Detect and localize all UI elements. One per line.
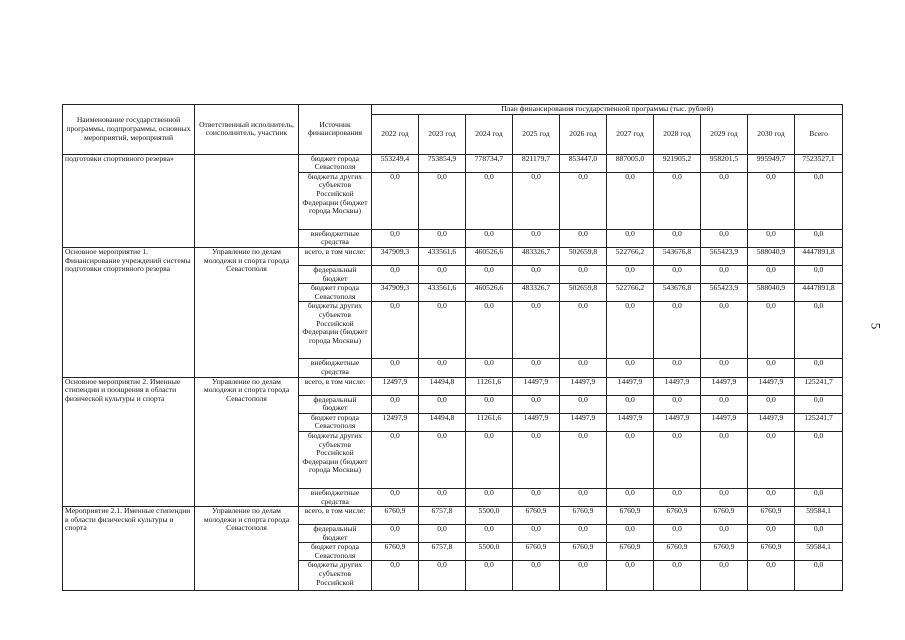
amount-cell: 5500,0: [466, 543, 513, 561]
amount-cell: 0,0: [654, 265, 701, 283]
amount-cell: 14497,9: [607, 413, 654, 431]
amount-cell: 0,0: [607, 172, 654, 229]
amount-cell: 0,0: [513, 561, 560, 591]
amount-cell: 0,0: [654, 359, 701, 377]
amount-cell: 0,0: [701, 359, 748, 377]
funding-source: бюджеты других субъектов Российской Федерации (бюджет города Москвы): [299, 431, 372, 488]
amount-cell: 0,0: [372, 525, 419, 543]
amount-cell: 460526,6: [466, 247, 513, 265]
amount-cell: 0,0: [560, 302, 607, 359]
amount-cell: 0,0: [466, 431, 513, 488]
amount-cell: 0,0: [419, 172, 466, 229]
amount-cell: 0,0: [466, 525, 513, 543]
amount-cell: 0,0: [748, 525, 795, 543]
amount-cell: 0,0: [466, 359, 513, 377]
amount-cell: 0,0: [748, 229, 795, 247]
funding-source: бюджеты других субъектов Российской Федерации (бюджет города Москвы): [299, 172, 372, 229]
amount-cell: 0,0: [607, 395, 654, 413]
program-name: подготовки спортивного резерва»: [63, 154, 195, 247]
header-year: 2029 год: [701, 114, 748, 154]
amount-cell: 0,0: [795, 265, 843, 283]
amount-cell: 0,0: [560, 229, 607, 247]
amount-cell: 0,0: [607, 488, 654, 506]
amount-cell: 0,0: [701, 172, 748, 229]
header-year: Всего: [795, 114, 843, 154]
amount-cell: 0,0: [372, 302, 419, 359]
amount-cell: 6760,9: [372, 507, 419, 525]
funding-source: бюджеты других субъектов Российской Федерации (бюджет города Москвы): [299, 302, 372, 359]
amount-cell: 502659,8: [560, 247, 607, 265]
table-row: [63, 377, 843, 395]
amount-cell: 0,0: [466, 229, 513, 247]
funding-source: всего, в том числе:: [299, 247, 372, 265]
amount-cell: 0,0: [748, 395, 795, 413]
amount-cell: 125241,7: [795, 413, 843, 431]
amount-cell: 502659,8: [560, 284, 607, 302]
amount-cell: 0,0: [419, 561, 466, 591]
header-responsible: Ответственный исполнитель, соисполнитель, участник: [195, 105, 299, 155]
amount-cell: 433561,6: [419, 284, 466, 302]
amount-cell: 0,0: [654, 395, 701, 413]
funding-source: федеральный бюджет: [299, 395, 372, 413]
amount-cell: 0,0: [560, 561, 607, 591]
amount-cell: 995949,7: [748, 154, 795, 172]
amount-cell: 6760,9: [607, 507, 654, 525]
funding-source: бюджет города Севастополя: [299, 284, 372, 302]
amount-cell: 6760,9: [513, 507, 560, 525]
amount-cell: 0,0: [701, 395, 748, 413]
program-name: Мероприятие 2.1. Именные стипендии в области физической культуры и спорта: [63, 507, 195, 591]
amount-cell: 0,0: [607, 229, 654, 247]
amount-cell: 6760,9: [701, 507, 748, 525]
amount-cell: 0,0: [795, 561, 843, 591]
amount-cell: 588040,9: [748, 284, 795, 302]
amount-cell: 0,0: [466, 488, 513, 506]
amount-cell: 14494,8: [419, 413, 466, 431]
header-year: 2026 год: [560, 114, 607, 154]
amount-cell: 522766,2: [607, 247, 654, 265]
amount-cell: 0,0: [513, 265, 560, 283]
amount-cell: 11261,6: [466, 377, 513, 395]
amount-cell: 5500,0: [466, 507, 513, 525]
amount-cell: 14494,8: [419, 377, 466, 395]
amount-cell: 0,0: [513, 302, 560, 359]
amount-cell: 0,0: [372, 265, 419, 283]
header-plan: План финансирования государственной программы (тыс. рублей): [372, 105, 843, 115]
amount-cell: 0,0: [795, 172, 843, 229]
amount-cell: 853447,0: [560, 154, 607, 172]
amount-cell: 0,0: [748, 488, 795, 506]
amount-cell: 0,0: [654, 488, 701, 506]
amount-cell: 6760,9: [560, 507, 607, 525]
amount-cell: 14497,9: [748, 413, 795, 431]
table-row: [63, 507, 843, 525]
finance-table: [62, 104, 843, 591]
amount-cell: 0,0: [513, 359, 560, 377]
amount-cell: 543676,8: [654, 284, 701, 302]
program-name: Основное мероприятие 2. Именные стипендии и поощрения в области физической культуры и спорта: [63, 377, 195, 507]
amount-cell: 543676,8: [654, 247, 701, 265]
funding-source: внебюджетные средства: [299, 229, 372, 247]
finance-table-container: [62, 104, 842, 591]
amount-cell: 0,0: [372, 395, 419, 413]
amount-cell: 0,0: [419, 431, 466, 488]
amount-cell: 6760,9: [748, 507, 795, 525]
amount-cell: 6760,9: [654, 543, 701, 561]
amount-cell: 0,0: [560, 488, 607, 506]
amount-cell: 12497,9: [372, 377, 419, 395]
amount-cell: 0,0: [701, 525, 748, 543]
amount-cell: 0,0: [466, 265, 513, 283]
amount-cell: 0,0: [701, 431, 748, 488]
amount-cell: 821179,7: [513, 154, 560, 172]
amount-cell: 0,0: [372, 561, 419, 591]
header-year: 2027 год: [607, 114, 654, 154]
amount-cell: 778734,7: [466, 154, 513, 172]
amount-cell: 0,0: [419, 525, 466, 543]
amount-cell: 4447891,8: [795, 284, 843, 302]
amount-cell: 0,0: [795, 229, 843, 247]
amount-cell: 6757,8: [419, 543, 466, 561]
amount-cell: 14497,9: [654, 413, 701, 431]
amount-cell: 565423,9: [701, 284, 748, 302]
funding-source: бюджеты других субъектов Российской: [299, 561, 372, 591]
amount-cell: 588040,9: [748, 247, 795, 265]
amount-cell: 0,0: [607, 302, 654, 359]
funding-source: всего, в том числе:: [299, 377, 372, 395]
amount-cell: 0,0: [654, 229, 701, 247]
amount-cell: 0,0: [795, 525, 843, 543]
header-name: Наименование государственной программы, подпрограммы, основных мероприятий, мероприятий: [63, 105, 195, 155]
amount-cell: 14497,9: [560, 377, 607, 395]
amount-cell: 347909,3: [372, 284, 419, 302]
amount-cell: 0,0: [748, 359, 795, 377]
responsible-executor: Управление по делам молодежи и спорта города Севастополя: [195, 377, 299, 507]
responsible-executor: [195, 154, 299, 247]
amount-cell: 0,0: [795, 302, 843, 359]
funding-source: федеральный бюджет: [299, 525, 372, 543]
amount-cell: 6757,8: [419, 507, 466, 525]
amount-cell: 0,0: [654, 561, 701, 591]
amount-cell: 14497,9: [748, 377, 795, 395]
header-year: 2024 год: [466, 114, 513, 154]
amount-cell: 14497,9: [654, 377, 701, 395]
header-year: 2028 год: [654, 114, 701, 154]
amount-cell: 553249,4: [372, 154, 419, 172]
amount-cell: 0,0: [419, 488, 466, 506]
amount-cell: 0,0: [654, 431, 701, 488]
amount-cell: 0,0: [607, 431, 654, 488]
amount-cell: 0,0: [654, 172, 701, 229]
amount-cell: 0,0: [372, 431, 419, 488]
amount-cell: 887005,0: [607, 154, 654, 172]
amount-cell: 14497,9: [513, 413, 560, 431]
amount-cell: 0,0: [419, 229, 466, 247]
amount-cell: 0,0: [701, 229, 748, 247]
amount-cell: 0,0: [560, 525, 607, 543]
amount-cell: 0,0: [513, 395, 560, 413]
amount-cell: 0,0: [560, 172, 607, 229]
amount-cell: 0,0: [372, 229, 419, 247]
amount-cell: 0,0: [795, 359, 843, 377]
amount-cell: 0,0: [466, 302, 513, 359]
amount-cell: 59584,1: [795, 507, 843, 525]
funding-source: всего, в том числе:: [299, 507, 372, 525]
amount-cell: 483326,7: [513, 284, 560, 302]
amount-cell: 0,0: [372, 172, 419, 229]
amount-cell: 0,0: [748, 172, 795, 229]
header-year: 2025 год: [513, 114, 560, 154]
amount-cell: 7523527,1: [795, 154, 843, 172]
amount-cell: 6760,9: [654, 507, 701, 525]
amount-cell: 4447891,8: [795, 247, 843, 265]
funding-source: бюджет города Севастополя: [299, 413, 372, 431]
amount-cell: 6760,9: [607, 543, 654, 561]
amount-cell: 0,0: [748, 302, 795, 359]
amount-cell: 0,0: [607, 561, 654, 591]
amount-cell: 0,0: [701, 302, 748, 359]
amount-cell: 0,0: [513, 488, 560, 506]
amount-cell: 0,0: [372, 488, 419, 506]
amount-cell: 347909,3: [372, 247, 419, 265]
amount-cell: 0,0: [513, 431, 560, 488]
amount-cell: 0,0: [466, 395, 513, 413]
amount-cell: 0,0: [513, 525, 560, 543]
amount-cell: 12497,9: [372, 413, 419, 431]
amount-cell: 0,0: [795, 395, 843, 413]
amount-cell: 14497,9: [701, 413, 748, 431]
amount-cell: 14497,9: [560, 413, 607, 431]
responsible-executor: Управление по делам молодежи и спорта города Севастополя: [195, 247, 299, 377]
amount-cell: 0,0: [419, 302, 466, 359]
amount-cell: 0,0: [466, 561, 513, 591]
header-year: 2030 год: [748, 114, 795, 154]
amount-cell: 0,0: [748, 561, 795, 591]
amount-cell: 433561,6: [419, 247, 466, 265]
amount-cell: 0,0: [560, 431, 607, 488]
amount-cell: 0,0: [701, 561, 748, 591]
amount-cell: 6760,9: [513, 543, 560, 561]
funding-source: внебюджетные средства: [299, 359, 372, 377]
header-year: 2022 год: [372, 114, 419, 154]
amount-cell: 0,0: [701, 265, 748, 283]
amount-cell: 14497,9: [701, 377, 748, 395]
amount-cell: 11261,6: [466, 413, 513, 431]
amount-cell: 565423,9: [701, 247, 748, 265]
amount-cell: 14497,9: [513, 377, 560, 395]
amount-cell: 483326,7: [513, 247, 560, 265]
funding-source: бюджет города Севастополя: [299, 543, 372, 561]
table-row: [63, 154, 843, 172]
amount-cell: 522766,2: [607, 284, 654, 302]
program-name: Основное мероприятие 1. Финансирование учреждений системы подготовки спортивного резерва: [63, 247, 195, 377]
amount-cell: 0,0: [560, 359, 607, 377]
amount-cell: 0,0: [748, 431, 795, 488]
amount-cell: 921905,2: [654, 154, 701, 172]
header-year: 2023 год: [419, 114, 466, 154]
amount-cell: 0,0: [419, 395, 466, 413]
amount-cell: 958201,5: [701, 154, 748, 172]
amount-cell: 0,0: [466, 172, 513, 229]
page-number: 5: [868, 322, 884, 330]
amount-cell: 6760,9: [748, 543, 795, 561]
amount-cell: 14497,9: [607, 377, 654, 395]
amount-cell: 0,0: [372, 359, 419, 377]
amount-cell: 0,0: [513, 229, 560, 247]
responsible-executor: Управление по делам молодежи и спорта города Севастополя: [195, 507, 299, 591]
amount-cell: 0,0: [513, 172, 560, 229]
amount-cell: 0,0: [607, 265, 654, 283]
amount-cell: 0,0: [701, 488, 748, 506]
amount-cell: 59584,1: [795, 543, 843, 561]
amount-cell: 0,0: [607, 525, 654, 543]
amount-cell: 0,0: [748, 265, 795, 283]
amount-cell: 0,0: [419, 265, 466, 283]
table-row: [63, 247, 843, 265]
amount-cell: 125241,7: [795, 377, 843, 395]
amount-cell: 0,0: [795, 488, 843, 506]
funding-source: федеральный бюджет: [299, 265, 372, 283]
funding-source: бюджет города Севастополя: [299, 154, 372, 172]
amount-cell: 460526,6: [466, 284, 513, 302]
amount-cell: 753854,9: [419, 154, 466, 172]
amount-cell: 0,0: [654, 302, 701, 359]
amount-cell: 6760,9: [560, 543, 607, 561]
amount-cell: 0,0: [654, 525, 701, 543]
amount-cell: 0,0: [560, 265, 607, 283]
header-source: Источник финансирования: [299, 105, 372, 155]
amount-cell: 0,0: [419, 359, 466, 377]
funding-source: внебюджетные средства: [299, 488, 372, 506]
amount-cell: 6760,9: [372, 543, 419, 561]
amount-cell: 0,0: [560, 395, 607, 413]
amount-cell: 0,0: [607, 359, 654, 377]
amount-cell: 0,0: [795, 431, 843, 488]
amount-cell: 6760,9: [701, 543, 748, 561]
